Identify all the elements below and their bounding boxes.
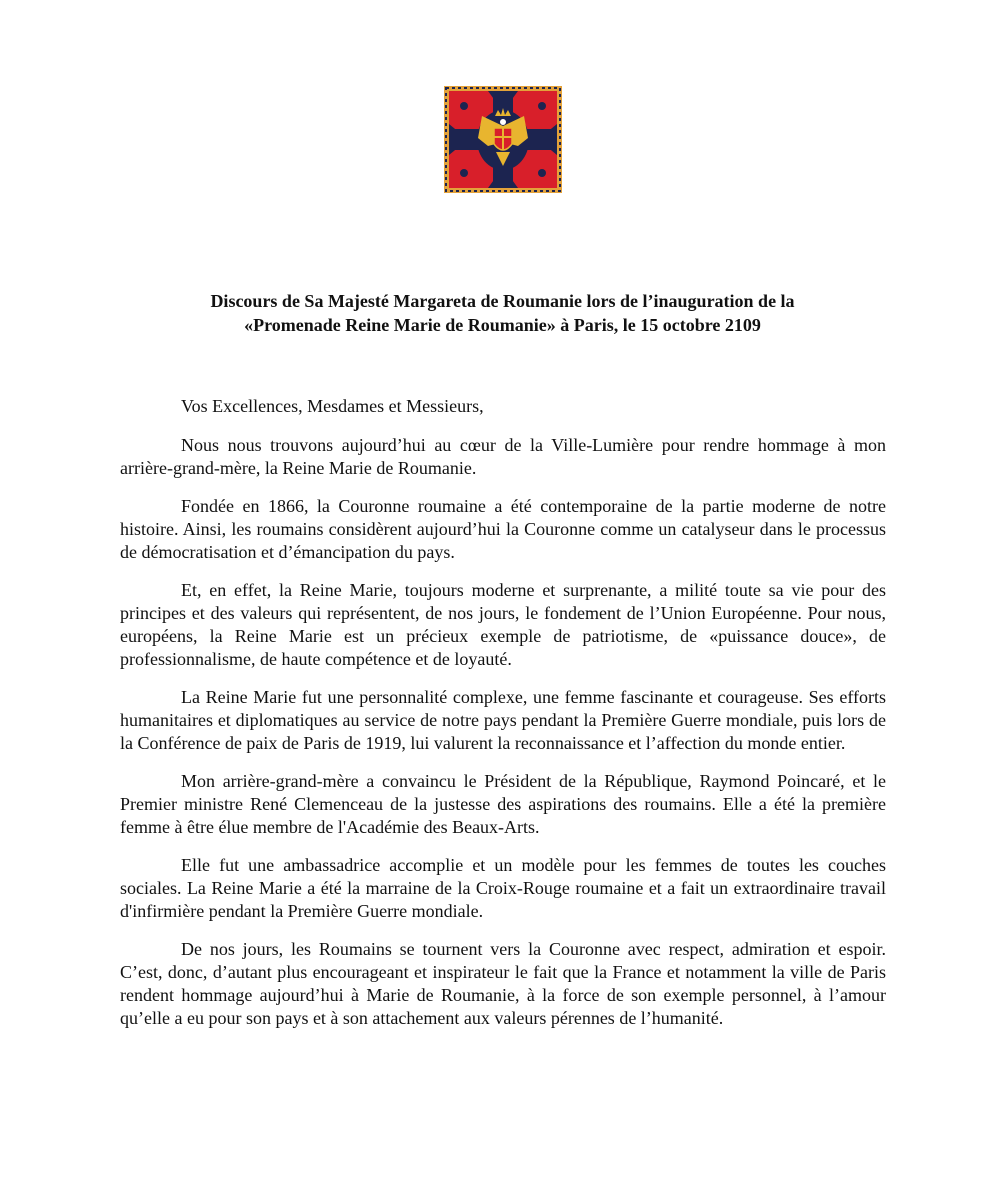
title-line-2: «Promenade Reine Marie de Roumanie» à Paris, le 15 octobre 2109 [244, 315, 761, 335]
salutation: Vos Excellences, Mesdames et Messieurs, [181, 396, 484, 416]
paragraph: La Reine Marie fut une personnalité complexe, une femme fascinante et courageuse. Ses efforts humanitaires et diplomatiques au service de notre pays pendant la Première Guerre mondiale, puis lors de la Conférence de paix de Paris de 1919, lui valurent la reconnaissance et l’affection du monde entier. [120, 687, 886, 753]
document-title [100, 289, 905, 337]
paragraph: Fondée en 1866, la Couronne roumaine a été contemporaine de la partie moderne de notre histoire. Ainsi, les roumains considèrent aujourd’hui la Couronne comme un catalyseur dans le processus de démocratisation et d’émancipation du pays. [120, 496, 886, 562]
royal-standard-emblem [444, 86, 562, 193]
paragraph: Et, en effet, la Reine Marie, toujours moderne et surprenante, a milité toute sa vie pour des principes et des valeurs qui représentent, de nos jours, le fondement de l’Union Européenne. Pour nous, européens, la Reine Marie est un précieux exemple de patriotisme, de «puissance douce», de professionnalisme, de haute compétence et de loyauté. [120, 580, 886, 669]
title-line-1: Discours de Sa Majesté Margareta de Roumanie lors de l’inauguration de la [210, 291, 795, 311]
paragraph: Nous nous trouvons aujourd’hui au cœur de la Ville-Lumière pour rendre hommage à mon arrière-grand-mère, la Reine Marie de Roumanie. [120, 435, 886, 478]
royal-standard-icon [444, 86, 562, 193]
paragraph: De nos jours, les Roumains se tournent vers la Couronne avec respect, admiration et espoir. C’est, donc, d’autant plus encourageant et inspirateur le fait que la France et notamment la ville de Paris rendent hommage aujourd’hui à Marie de Roumanie, à la force de son exemple personnel, à l’amour qu’elle a eu pour son pays et à son attachement aux valeurs pérennes de l’humanité. [120, 939, 886, 1028]
paragraph: Elle fut une ambassadrice accomplie et un modèle pour les femmes de toutes les couches sociales. La Reine Marie a été la marraine de la Croix-Rouge roumaine et a fait un extraordinaire travail d'infirmière pendant la Première Guerre mondiale. [120, 855, 886, 921]
paragraph: Mon arrière-grand-mère a convaincu le Président de la République, Raymond Poincaré, et le Premier ministre René Clemenceau de la justesse des aspirations des roumains. Elle a été la première femme à être élue membre de l'Académie des Beaux-Arts. [120, 771, 886, 837]
speech-body [120, 395, 886, 1045]
